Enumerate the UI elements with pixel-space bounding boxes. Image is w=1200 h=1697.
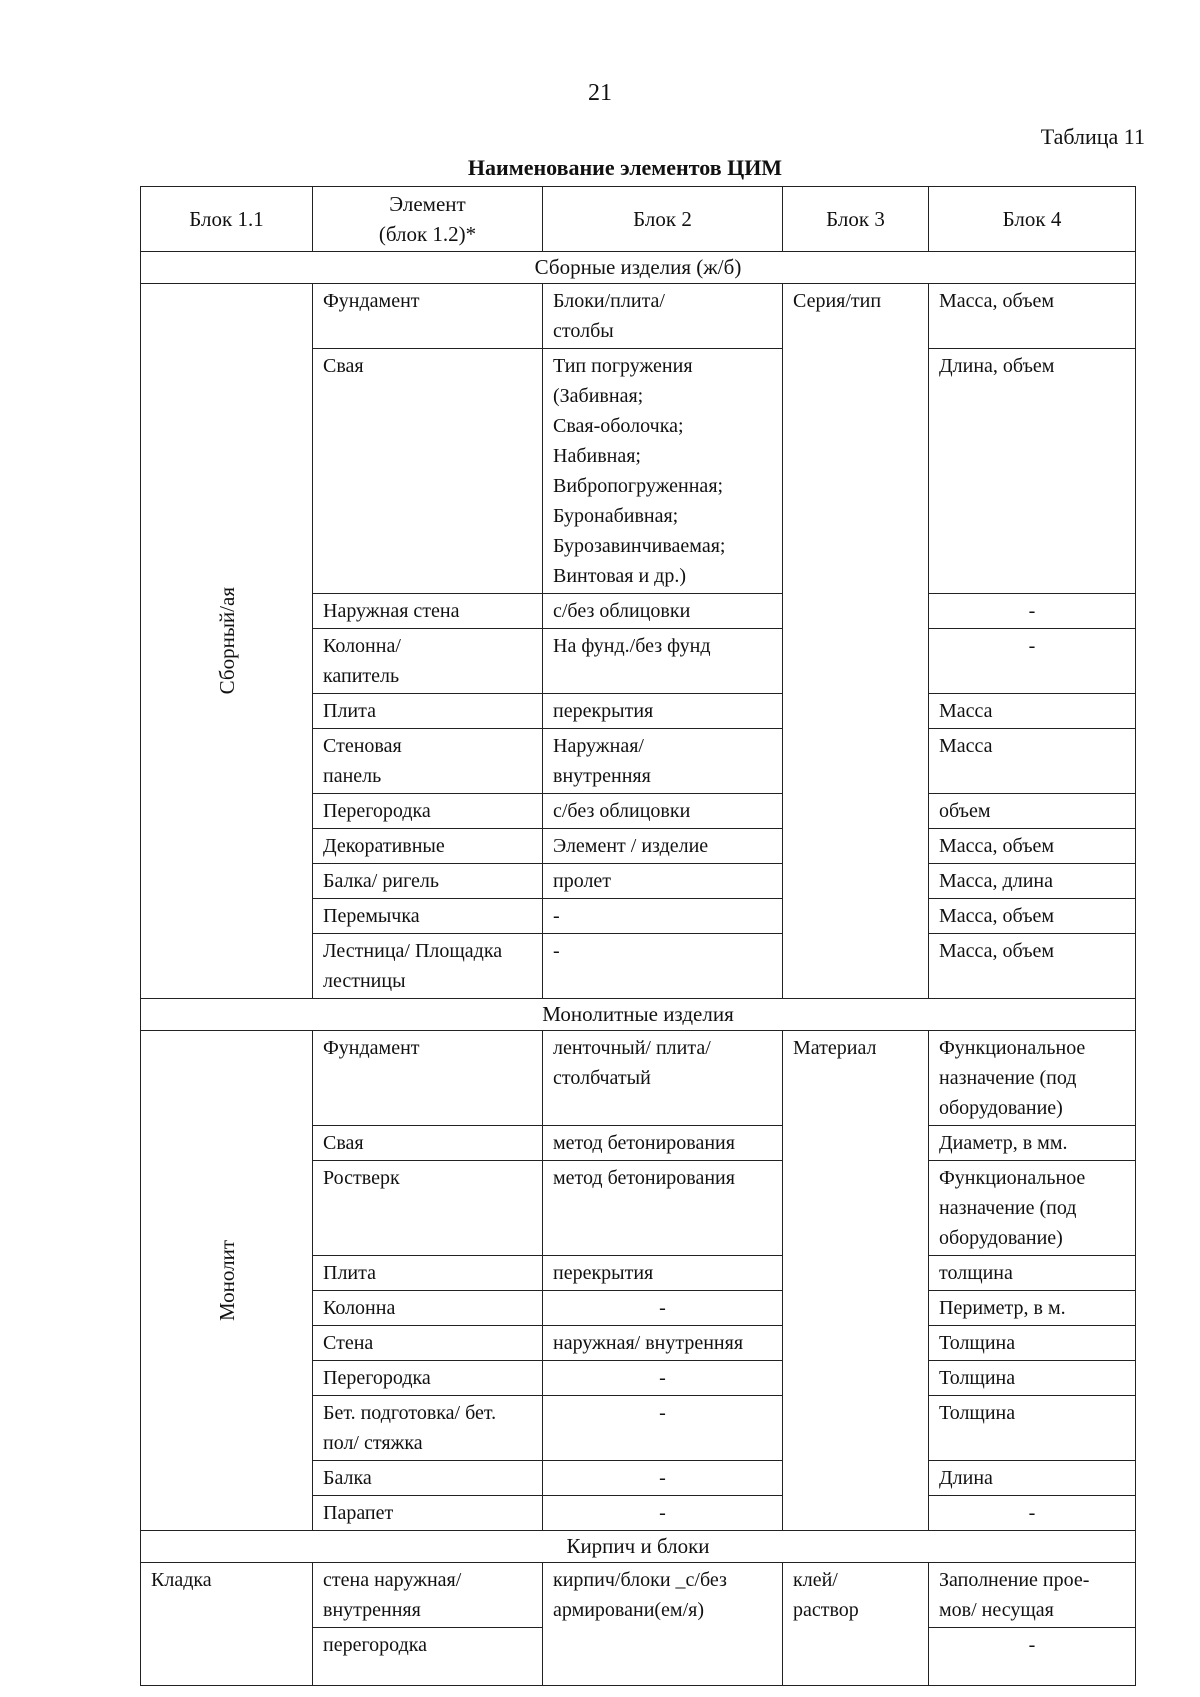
block-4-cell: - [929,629,1136,694]
section-brick: Кирпич и блоки [141,1531,1136,1563]
element-cell: Колонна [313,1291,543,1326]
block-1-1-monolith [141,1031,313,1531]
block-4-cell: Функциональное назначение (под оборудование) [929,1161,1136,1256]
block-4-cell: Толщина [929,1326,1136,1361]
table-row [141,284,1136,349]
block-2-cell: наружная/ внутренняя [543,1326,783,1361]
block-4-cell: Масса, объем [929,284,1136,349]
block-4-cell: толщина [929,1256,1136,1291]
element-cell: Перегородка [313,794,543,829]
block-4-cell: - [929,1496,1136,1531]
element-cell: Перемычка [313,899,543,934]
element-cell: Бет. подготовка/ бет. пол/ стяжка [313,1396,543,1461]
block-4-cell: Диаметр, в мм. [929,1126,1136,1161]
block-2-brick: кирпич/блоки _с/без армировани(ем/я) [543,1563,783,1686]
block-2-cell: Тип погружения (Забивная; Свая-оболочка; Набивная; Вибропогруженная; Буронабивная; Бурозавинчиваемая; Винтовая и др.) [543,349,783,594]
block-4-cell: Толщина [929,1361,1136,1396]
block-4-cell: Масса [929,694,1136,729]
block-2-cell: с/без облицовки [543,594,783,629]
element-cell: Свая [313,349,543,594]
element-cell: Стена [313,1326,543,1361]
block-3-monolith: Материал [783,1031,929,1531]
block-2-cell: На фунд./без фунд [543,629,783,694]
element-cell: Декоративные [313,829,543,864]
block-3-brick: клей/ раствор [783,1563,929,1686]
block-4-cell: Функциональное назначение (под оборудование) [929,1031,1136,1126]
element-cell: Плита [313,694,543,729]
block-4-cell: Масса, объем [929,899,1136,934]
element-cell: Фундамент [313,284,543,349]
block-2-cell: перекрытия [543,1256,783,1291]
block-2-cell: пролет [543,864,783,899]
header-row [141,187,1136,252]
block-2-cell: Блоки/плита/ столбы [543,284,783,349]
table-row [141,1563,1136,1628]
section-row [141,1531,1136,1563]
header-block-1-1: Блок 1.1 [141,187,313,252]
table-title: Наименование элементов ЦИМ [467,155,783,180]
block-1-1-prefab [141,284,313,999]
block-1-1-prefab-label: Сборный/ая [214,587,239,695]
header-element: Элемент (блок 1.2)* [313,187,543,252]
section-monolith: Монолитные изделия [141,999,1136,1031]
block-4-cell: Длина, объем [929,349,1136,594]
header-block-4: Блок 4 [929,187,1136,252]
block-2-cell: метод бетонирования [543,1161,783,1256]
table-number: Таблица 11 [1040,124,1145,149]
block-4-cell: - [929,594,1136,629]
block-2-cell: - [543,899,783,934]
block-4-cell: Периметр, в м. [929,1291,1136,1326]
block-1-1-monolith-label: Монолит [214,1239,239,1321]
element-cell: перегородка [313,1628,543,1686]
block-4-cell: Масса, объем [929,829,1136,864]
element-cell: Балка [313,1461,543,1496]
block-2-cell: - [543,1361,783,1396]
element-cell: Перегородка [313,1361,543,1396]
block-2-cell: - [543,1396,783,1461]
block-4-cell: Масса, длина [929,864,1136,899]
block-2-cell: с/без облицовки [543,794,783,829]
block-4-cell: Толщина [929,1396,1136,1461]
element-cell: Наружная стена [313,594,543,629]
element-cell: Колонна/ капитель [313,629,543,694]
table-row [141,1031,1136,1126]
block-4-cell: Длина [929,1461,1136,1496]
section-prefab: Сборные изделия (ж/б) [141,252,1136,284]
section-row [141,999,1136,1031]
block-2-cell: - [543,934,783,999]
block-3-prefab: Серия/тип [783,284,929,999]
element-cell: Плита [313,1256,543,1291]
block-2-cell: ленточный/ плита/ столбчатый [543,1031,783,1126]
block-2-cell: метод бетонирования [543,1126,783,1161]
block-1-1-brick: Кладка [141,1563,313,1686]
block-4-cell: Масса [929,729,1136,794]
block-4-cell: объем [929,794,1136,829]
block-2-cell: Наружная/ внутренняя [543,729,783,794]
element-cell: Свая [313,1126,543,1161]
element-cell: Стеновая панель [313,729,543,794]
block-4-cell: Масса, объем [929,934,1136,999]
element-cell: Ростверк [313,1161,543,1256]
element-cell: Лестница/ Площадка лестницы [313,934,543,999]
header-block-2: Блок 2 [543,187,783,252]
element-cell: Парапет [313,1496,543,1531]
elements-table [140,186,1136,1686]
block-4-cell: - [929,1628,1136,1686]
block-2-cell: Элемент / изделие [543,829,783,864]
header-block-3: Блок 3 [783,187,929,252]
block-2-cell: - [543,1496,783,1531]
block-2-cell: перекрытия [543,694,783,729]
block-2-cell: - [543,1461,783,1496]
element-cell: Фундамент [313,1031,543,1126]
element-cell: стена наружная/ внутренняя [313,1563,543,1628]
page-number: 21 [588,80,612,106]
block-4-cell: Заполнение прое- мов/ несущая [929,1563,1136,1628]
section-row [141,252,1136,284]
block-2-cell: - [543,1291,783,1326]
element-cell: Балка/ ригель [313,864,543,899]
